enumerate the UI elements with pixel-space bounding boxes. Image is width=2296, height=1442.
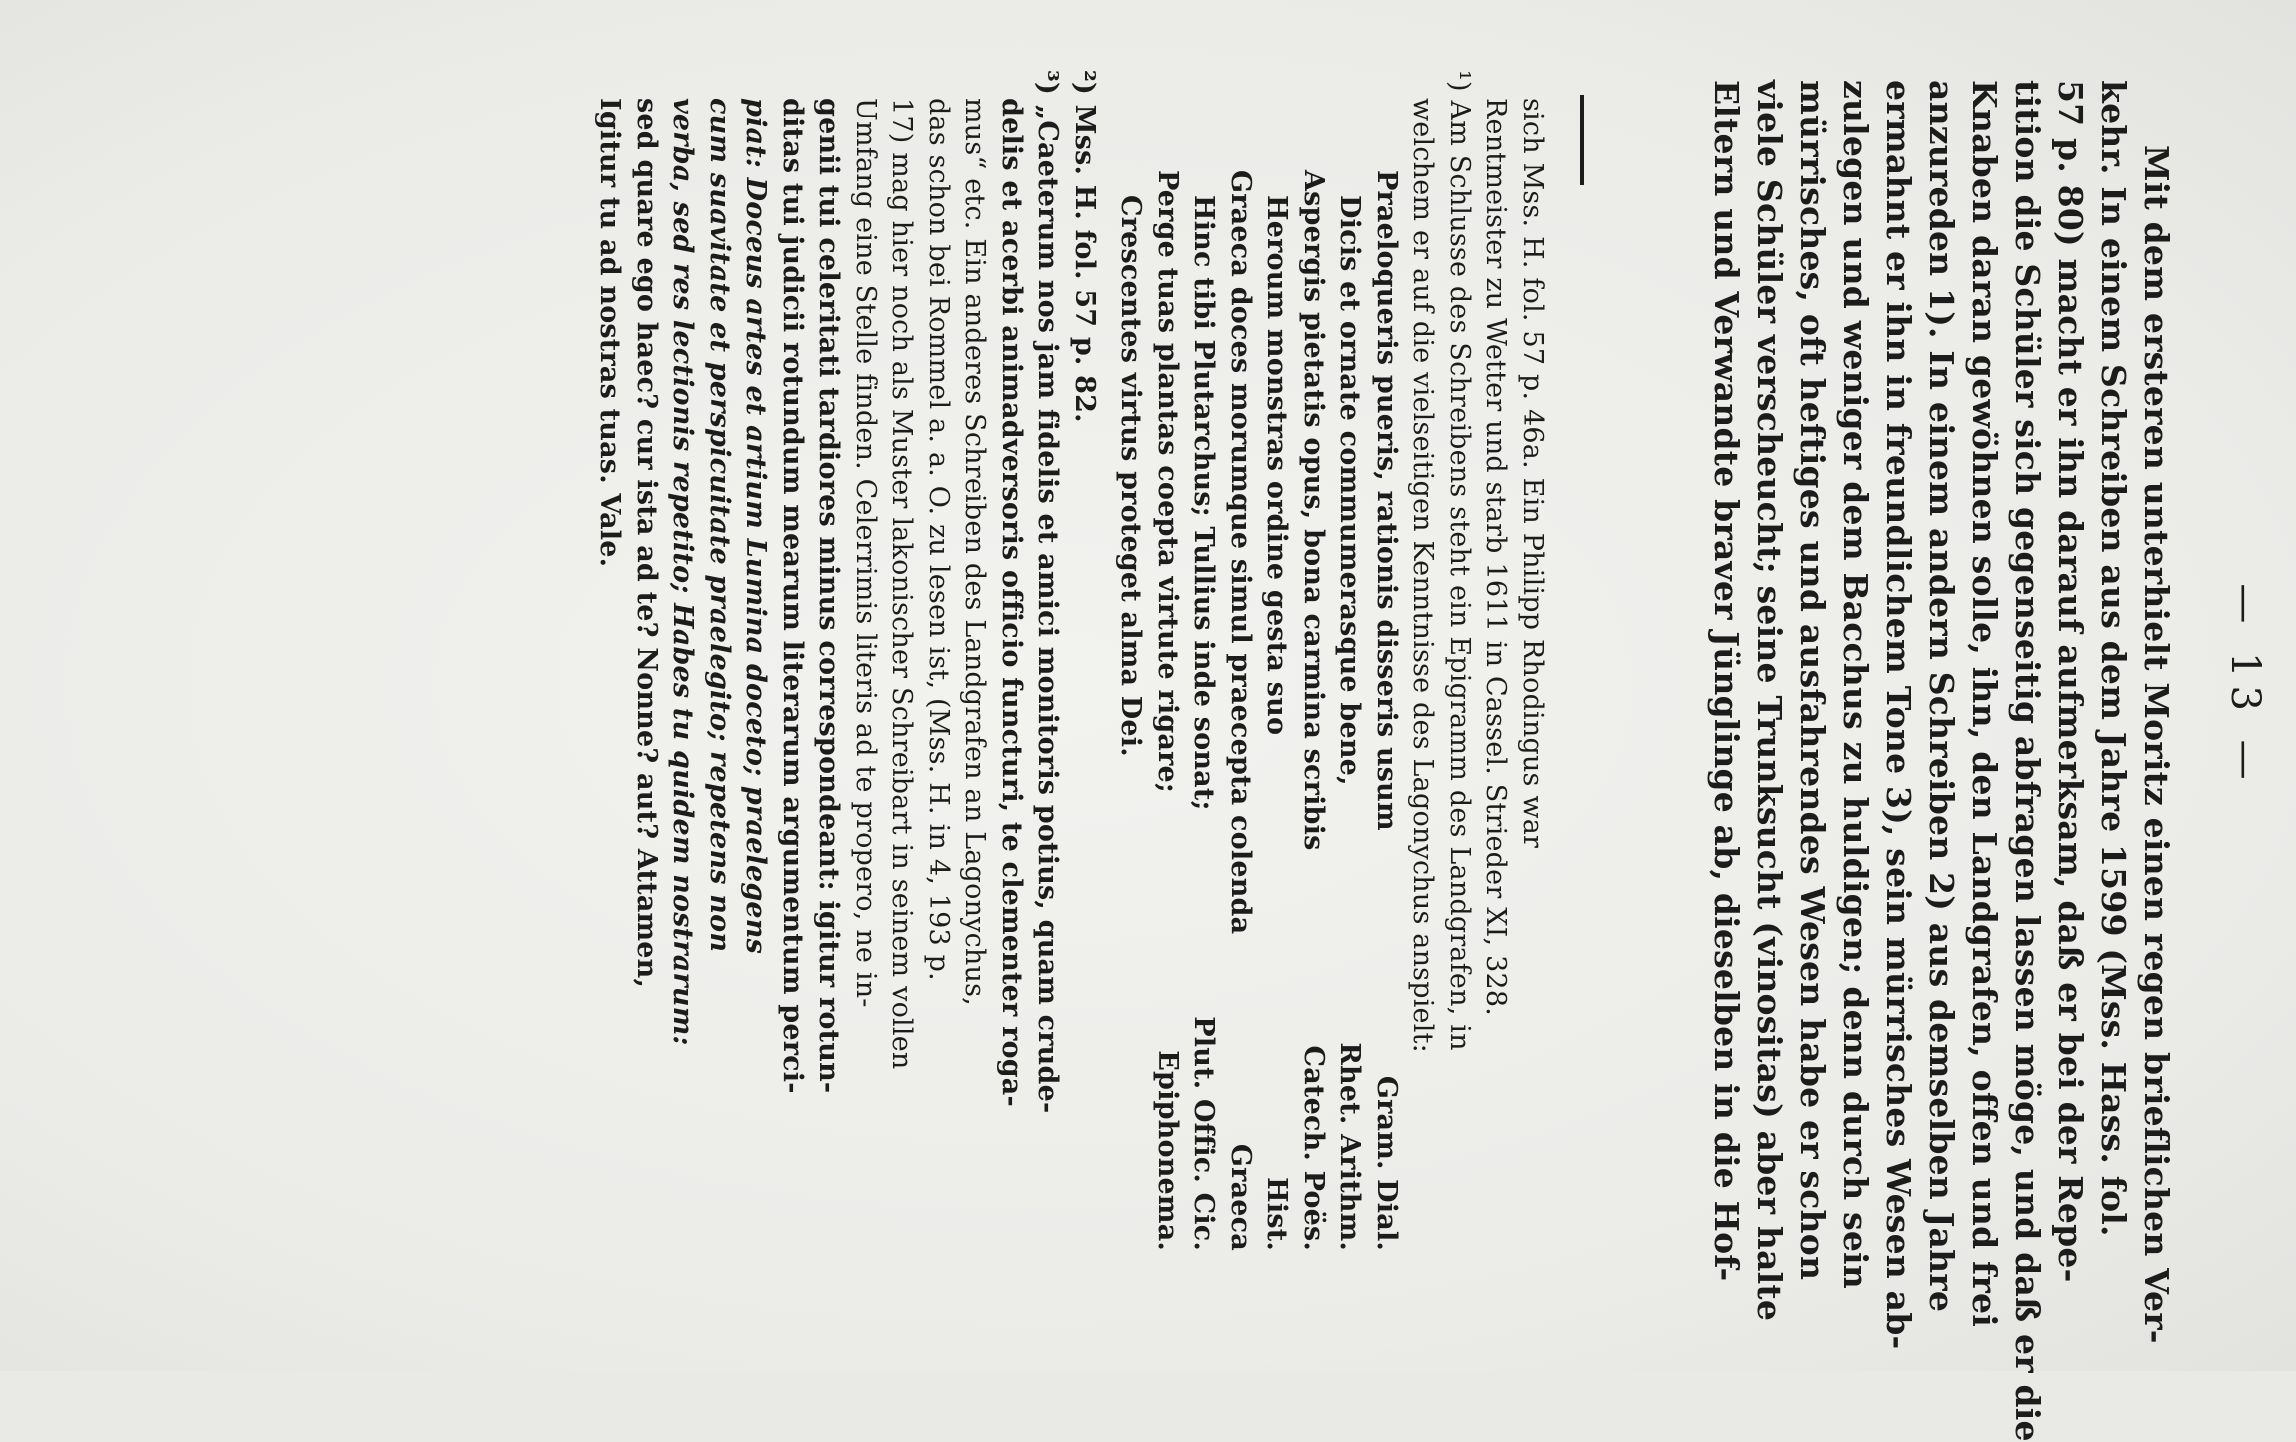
footnote-line: das schon bei Rommel a. a. O. zu lesen ist, (Mss. H. in 4, 193 p. [923, 98, 954, 981]
footnote-line: 17) mag hier noch als Muster lakonischer Schreibart in seinem vollen [886, 98, 918, 1070]
verse-margin-note: Catech. Poës. [1298, 1045, 1329, 1251]
footnotes-block [591, 0, 1550, 1371]
main-line: ermahnt er ihn in freundlichem Tone 3), sein mürrisches Wesen ab- [1879, 80, 1918, 1350]
footnote-line: ditas tui judicii rotundum mearum literarum argumentum perci- [777, 98, 808, 1094]
page-number: — 13 — [2222, 583, 2268, 788]
footnote-line: welchem er auf die vielseitigen Kenntnisse des Lagonychus anspielt: [1407, 98, 1439, 1053]
verse-margin-note: Hist. [1261, 1177, 1293, 1251]
verse-margin-note: Gram. Dial. [1371, 1075, 1402, 1251]
verse-line [1295, 0, 1332, 1371]
verse-line [1258, 0, 1295, 1371]
main-line: tition die Schüler sich gegenseitig abfragen lassen möge, und daß er die [2008, 80, 2047, 1442]
footnote-line: verba, sed res lectionis repetito; Habes tu quidem nostrarum: [667, 98, 699, 1046]
footnote-2: ²) Mss. H. fol. 57 p. 82. [1069, 70, 1100, 423]
footnote-line: cum suavitate et perspicuitate praelegito; repetens non [704, 98, 735, 953]
verse-text: Crescentes virtus proteget alma Dei. [1115, 195, 1147, 757]
verse-line [1185, 0, 1222, 1371]
main-line: viele Schüler verscheucht; seine Trunksucht (vinositas) aber halte [1750, 80, 1789, 1322]
verse-text: Hinc tibi Plutarchus; Tullius inde sonat; [1188, 195, 1220, 811]
verse-text: Graeca doces morumque simul praecepta colenda [1225, 170, 1256, 935]
verse-text: Heroum monstras ordine gesta suo [1261, 195, 1293, 736]
verse-text: Praeloqueris pueris, rationis disseris usum [1371, 170, 1402, 831]
main-line: Mit dem ersteren unterhielt Moritz einen regen brieflichen Ver- [2137, 145, 2176, 1344]
main-line: zulegen und weniger dem Bacchus zu huldigen; denn durch sein [1836, 80, 1875, 1289]
verse-margin-note: Epiphonema. [1152, 1050, 1183, 1251]
footnote-line: mus“ etc. Ein anderes Schreiben des Landgrafen an Lagonychus, [959, 98, 991, 1006]
main-line: 57 p. 80) macht er ihn darauf aufmerksam, daß er bei der Repe- [2051, 80, 2090, 1283]
main-line: mürrisches, oft heftiges und ausfahrendes Wesen habe er schon [1793, 80, 1832, 1281]
footnote-line: piat: Doceus artes et artium Lumina doceto; praelegens [740, 98, 772, 955]
main-line: Knaben daran gewöhnen solle, ihn, den Landgrafen, offen und frei [1965, 80, 2004, 1327]
verse-margin-note: Rhet. Arithm. [1334, 1042, 1366, 1251]
verse-line [1149, 0, 1186, 1371]
verse-text: Dicis et ornate commumerasque bene, [1334, 195, 1366, 786]
footnote-line: genii tui celeritati tardiores minus correspondeant: igitur rotun- [813, 98, 845, 1094]
footnote-line: sed quare ego haec? cur ista ad te? Nonne? aut? Attamen, [631, 98, 662, 989]
footnote-line: Rentmeister zu Wetter und starb 1611 in Cassel. Strieder XI, 328. [1480, 98, 1512, 1016]
footnote-line: Umfang eine Stelle finden. Celerrimis literis ad te propero, ne in- [850, 98, 881, 1008]
verse-margin-note: Graeca [1225, 1143, 1256, 1251]
footnote-line: Igitur tu ad nostras tuas. Vale. [594, 98, 626, 568]
footnote-divider [1580, 95, 1584, 185]
verse-text: Aspergis pietatis opus, bona carmina scribis [1298, 170, 1329, 851]
verse-line [1112, 0, 1149, 1371]
main-line: anzureden 1). In einem andern Schreiben 2) aus demselben Jahre [1922, 80, 1961, 1313]
verse-line [1222, 0, 1259, 1371]
main-paragraph [1705, 0, 2178, 1442]
footnote-line: delis et acerbi animadversoris officio functuri, te clementer roga- [996, 98, 1027, 1107]
verse-text: Perge tuas plantas coepta virtute rigare; [1152, 170, 1183, 794]
footnote-1: ¹) Am Schlusse des Schreibens steht ein Epigramm des Landgrafen, in [1444, 70, 1475, 1051]
footnote-3: ³) „Caeterum nos jam fidelis et amici monitoris potius, quam crude- [1032, 70, 1064, 1114]
verse-line [1331, 0, 1368, 1371]
verse-margin-note: Plut. Offic. Cic. [1188, 1016, 1220, 1251]
verse-line [1368, 0, 1405, 1371]
main-line: Eltern und Verwandte braver Jünglinge ab, dieselben in die Hof- [1707, 80, 1746, 1282]
main-line: kehr. In einem Schreiben aus dem Jahre 1599 (Mss. Hass. fol. [2094, 80, 2133, 1237]
footnote-line: sich Mss. H. fol. 57 p. 46a. Ein Philipp Rhodingus war [1517, 98, 1548, 849]
